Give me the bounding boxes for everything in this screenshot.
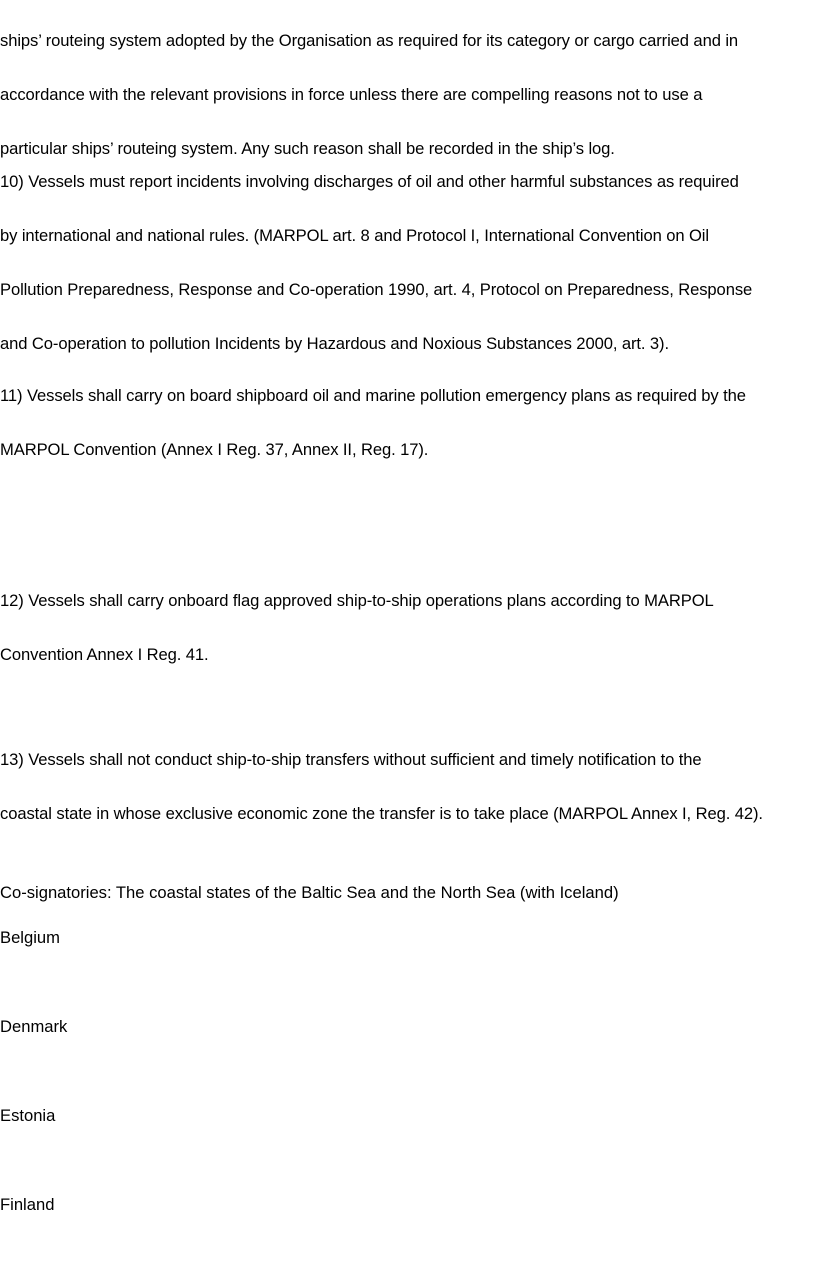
paragraph-line: 13) Vessels shall not conduct ship-to-ship transfers without sufficient and timely notification to the [0, 750, 702, 769]
paragraph-line: by international and national rules. (MARPOL art. 8 and Protocol I, International Convention on Oil [0, 226, 709, 245]
paragraph-line: accordance with the relevant provisions in force unless there are compelling reasons not to use a [0, 85, 703, 104]
paragraph-item-13 [0, 719, 812, 854]
paragraph-line: ships’ routeing system adopted by the Organisation as required for its category or cargo carried and in [0, 31, 739, 50]
country-denmark: Denmark [0, 1017, 68, 1036]
paragraph-line: Pollution Preparedness, Response and Co-operation 1990, art. 4, Protocol on Preparedness, Response [0, 280, 753, 299]
country-belgium: Belgium [0, 928, 60, 947]
paragraph-line: Convention Annex I Reg. 41. [0, 645, 209, 664]
country-finland: Finland [0, 1195, 55, 1214]
paragraph-item-10 [0, 141, 812, 384]
paragraph-line: coastal state in whose exclusive economic zone the transfer is to take place (MARPOL Annex I, Reg. 42). [0, 804, 763, 823]
paragraph-line: particular ships’ routeing system. Any such reason shall be recorded in the ship’s log. [0, 139, 615, 158]
cosignatories-heading: Co-signatories: The coastal states of the Baltic Sea and the North Sea (with Iceland) [0, 883, 619, 902]
paragraph-item-12 [0, 560, 812, 695]
paragraph-line: 12) Vessels shall carry onboard flag approved ship-to-ship operations plans according to MARPOL [0, 591, 714, 610]
paragraph-line: 11) Vessels shall carry on board shipboard oil and marine pollution emergency plans as required by the [0, 386, 746, 405]
paragraph-line: 10) Vessels must report incidents involving discharges of oil and other harmful substances as required [0, 172, 739, 191]
paragraph-line: MARPOL Convention (Annex I Reg. 37, Annex II, Reg. 17). [0, 440, 429, 459]
country-estonia: Estonia [0, 1106, 56, 1125]
paragraph-item-11 [0, 355, 812, 490]
paragraph-line: and Co-operation to pollution Incidents by Hazardous and Noxious Substances 2000, art. 3). [0, 334, 669, 353]
